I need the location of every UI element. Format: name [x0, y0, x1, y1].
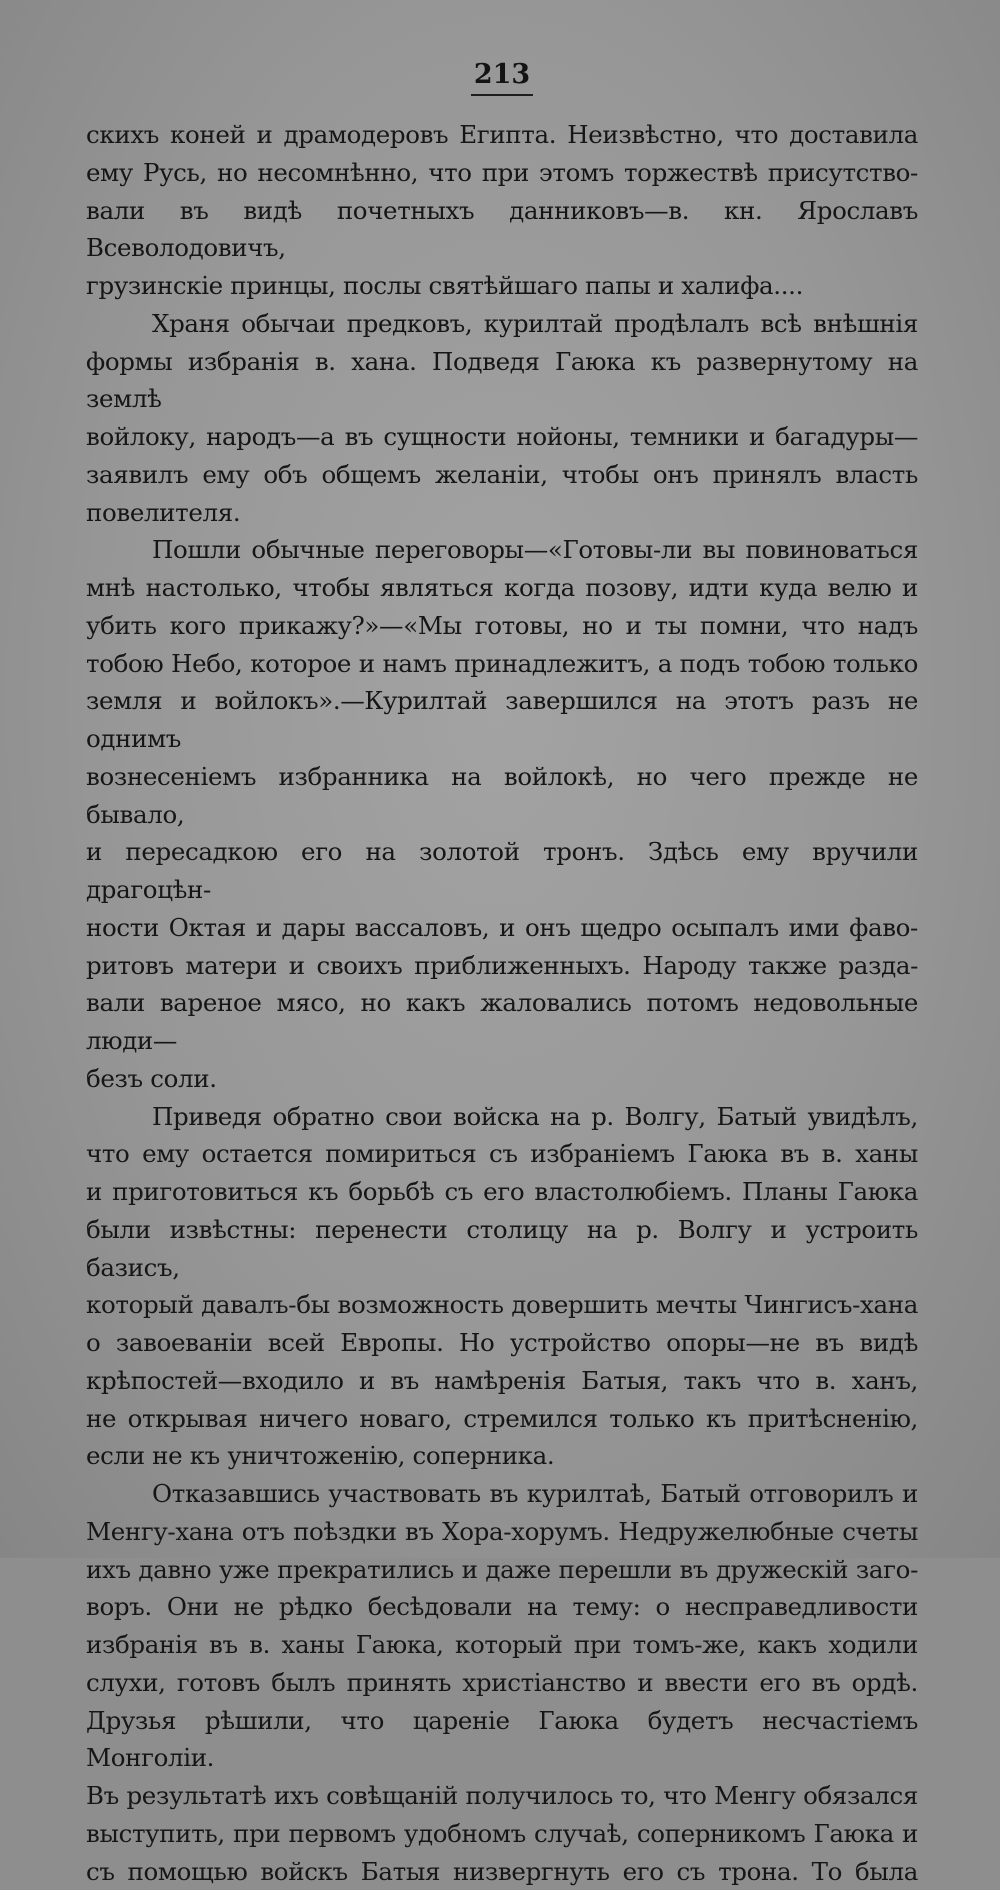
text-line: Пошли обычные переговоры—«Готовы-ли вы повиноваться [86, 531, 918, 569]
text-line: безъ соли. [86, 1060, 918, 1098]
text-line: Приведя обратно свои войска на р. Волгу, Батый увидѣлъ, [86, 1098, 918, 1136]
text-line: избранія въ в. ханы Гаюка, который при томъ-же, какъ ходили [86, 1626, 918, 1664]
text-line: земля и войлокъ».—Курилтай завершился на этотъ разъ не однимъ [86, 682, 918, 758]
body-text [86, 116, 918, 1890]
text-line: воръ. Они не рѣдко бесѣдовали на тему: о несправедливости [86, 1588, 918, 1626]
text-line: ности Октая и дары вассаловъ, и онъ щедро осыпалъ ими фаво- [86, 909, 918, 947]
text-line: вали вареное мясо, но какъ жаловались потомъ недовольные люди— [86, 984, 918, 1060]
text-line: крѣпостей—входило и въ намѣренія Батыя, такъ что в. ханъ, [86, 1362, 918, 1400]
text-line: слухи, готовъ былъ принять христіанство и ввести его въ ордѣ. [86, 1664, 918, 1702]
text-line: и приготовиться къ борьбѣ съ его властолюбіемъ. Планы Гаюка [86, 1173, 918, 1211]
text-line: если не къ уничтоженію, соперника. [86, 1437, 918, 1475]
text-line: о завоеваніи всей Европы. Но устройство опоры—не въ видѣ [86, 1324, 918, 1362]
text-line: мнѣ настолько, чтобы являться когда позову, идти куда велю и [86, 569, 918, 607]
text-line: скихъ коней и драмодеровъ Египта. Неизвѣстно, что доставила [86, 116, 918, 154]
text-line: не открывая ничего новаго, стремился только къ притѣсненію, [86, 1400, 918, 1438]
text-line: ему Русь, но несомнѣнно, что при этомъ торжествѣ присутство- [86, 154, 918, 192]
text-line: Храня обычаи предковъ, курилтай продѣлалъ всѣ внѣшнія [86, 305, 918, 343]
text-line: Менгу-хана отъ поѣздки въ Хора-хорумъ. Недружелюбные счеты [86, 1513, 918, 1551]
page-number: 213 [86, 58, 918, 92]
text-line: заявилъ ему объ общемъ желаніи, чтобы онъ принялъ власть [86, 456, 918, 494]
text-line: формы избранія в. хана. Подведя Гаюка къ развернутому на землѣ [86, 343, 918, 419]
text-line: ритовъ матери и своихъ приближенныхъ. Народу также разда- [86, 947, 918, 985]
text-line: который давалъ-бы возможность довершить мечты Чингисъ-хана [86, 1286, 918, 1324]
text-line: Друзья рѣшили, что цареніе Гаюка будетъ несчастіемъ Монголіи. [86, 1702, 918, 1778]
text-line: повелителя. [86, 494, 918, 532]
text-line: тобою Небо, которое и намъ принадлежитъ, а подъ тобою только [86, 645, 918, 683]
text-line: вали въ видѣ почетныхъ данниковъ—в. кн. Ярославъ Всеволодовичъ, [86, 192, 918, 268]
text-line: ихъ давно уже прекратились и даже перешли въ дружескій заго- [86, 1551, 918, 1589]
text-line: съ помощью войскъ Батыя низвергнуть его съ трона. То была [86, 1853, 918, 1890]
text-line: Въ результатѣ ихъ совѣщаній получилось то, что Менгу обязался [86, 1777, 918, 1815]
text-line: войлоку, народъ—а въ сущности нойоны, темники и багадуры— [86, 418, 918, 456]
page-number-underline [471, 94, 533, 96]
text-line: что ему остается помириться съ избраніемъ Гаюка въ в. ханы [86, 1135, 918, 1173]
text-line: выступить, при первомъ удобномъ случаѣ, соперникомъ Гаюка и [86, 1815, 918, 1853]
text-line: убить кого прикажу?»—«Мы готовы, но и ты помни, что надъ [86, 607, 918, 645]
text-line: и пересадкою его на золотой тронъ. Здѣсь ему вручили драгоцѣн- [86, 833, 918, 909]
text-line: были извѣстны: перенести столицу на р. Волгу и устроить базисъ, [86, 1211, 918, 1287]
text-line: грузинскіе принцы, послы святѣйшаго папы и халифа.... [86, 267, 918, 305]
text-line: Отказавшись участвовать въ курилтаѣ, Батый отговорилъ и [86, 1475, 918, 1513]
text-line: вознесеніемъ избранника на войлокѣ, но чего прежде не бывало, [86, 758, 918, 834]
